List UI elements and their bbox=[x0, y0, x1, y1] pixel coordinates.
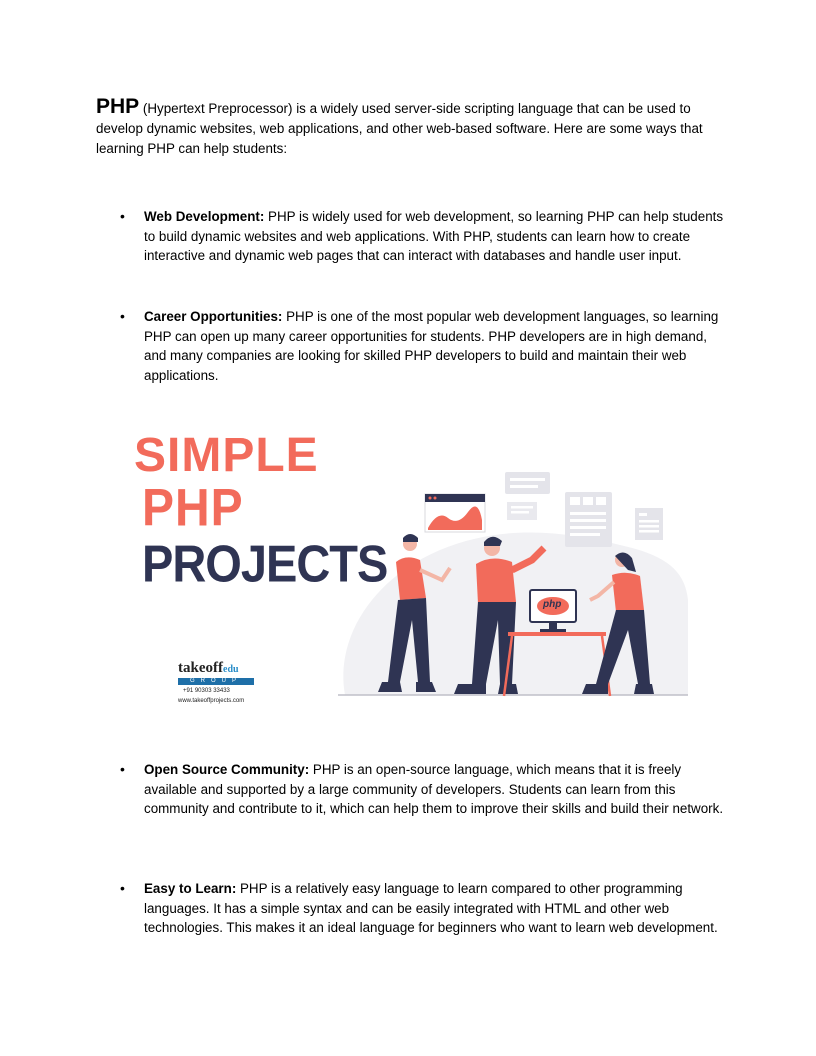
logo-phone: +91 90303 33433 bbox=[183, 688, 230, 694]
bullet-title: Open Source Community: bbox=[144, 762, 310, 777]
logo-group-bar: GROUP bbox=[178, 678, 254, 685]
bullet-dot: • bbox=[120, 761, 125, 777]
ui-card bbox=[505, 472, 550, 494]
bullet-dot: • bbox=[120, 208, 125, 224]
figure-title-simple: SIMPLE bbox=[134, 429, 319, 482]
bullet-title: Web Development: bbox=[144, 209, 265, 224]
bullet-text: PHP is one of the most popular web development languages, so learning PHP can open up many career opportunities for students. PHP developers are in high demand, and many companies are looking for skilled PHP developers to build and maintain their web applications. bbox=[144, 309, 719, 383]
bullet-dot: • bbox=[120, 308, 125, 324]
logo-name bbox=[178, 660, 268, 677]
bullet-dot: • bbox=[120, 880, 125, 896]
ui-card bbox=[635, 508, 663, 540]
logo-brand: takeoff bbox=[178, 660, 223, 676]
bullet-open-source-community bbox=[120, 760, 729, 819]
bullet-title: Easy to Learn: bbox=[144, 881, 237, 896]
figure-title-php: PHP bbox=[142, 479, 244, 538]
intro-paragraph bbox=[96, 97, 726, 159]
takeoff-logo bbox=[178, 660, 268, 705]
bullet-title: Career Opportunities: bbox=[144, 309, 283, 324]
figure-title-projects: PROJECTS bbox=[142, 534, 388, 593]
logo-suffix: edu bbox=[223, 664, 239, 675]
bullet-easy-to-learn bbox=[120, 879, 729, 938]
logo-website: www.takeoffprojects.com bbox=[178, 698, 245, 704]
intro-lead: PHP bbox=[96, 95, 140, 118]
bullet-web-development bbox=[120, 207, 729, 266]
simple-php-projects-illustration bbox=[120, 420, 700, 720]
bullet-text: PHP is widely used for web development, so learning PHP can help students to build dynamic websites and web applications. With PHP, students can learn how to create interactive and dynamic web pages that can interact with databases and handle user input. bbox=[144, 209, 724, 263]
bullet-text: PHP is an open-source language, which means that it is freely available and supported by a large community of developers. Students can learn from this community and contribute to it, which can help them to improve their skills and build their network. bbox=[144, 762, 724, 816]
bullet-career-opportunities bbox=[120, 307, 729, 385]
bullet-text: PHP is a relatively easy language to learn compared to other programming languages. It has a simple syntax and can be easily integrated with HTML and other web technologies. This makes it an ideal language for beginners who want to learn web development. bbox=[144, 881, 718, 935]
intro-text: (Hypertext Preprocessor) is a widely used server-side scripting language that can be used to develop dynamic websites, web applications, and other web-based software. Here are some ways that learning PHP can help students: bbox=[96, 101, 703, 156]
monitor-php-label: php bbox=[543, 599, 562, 610]
